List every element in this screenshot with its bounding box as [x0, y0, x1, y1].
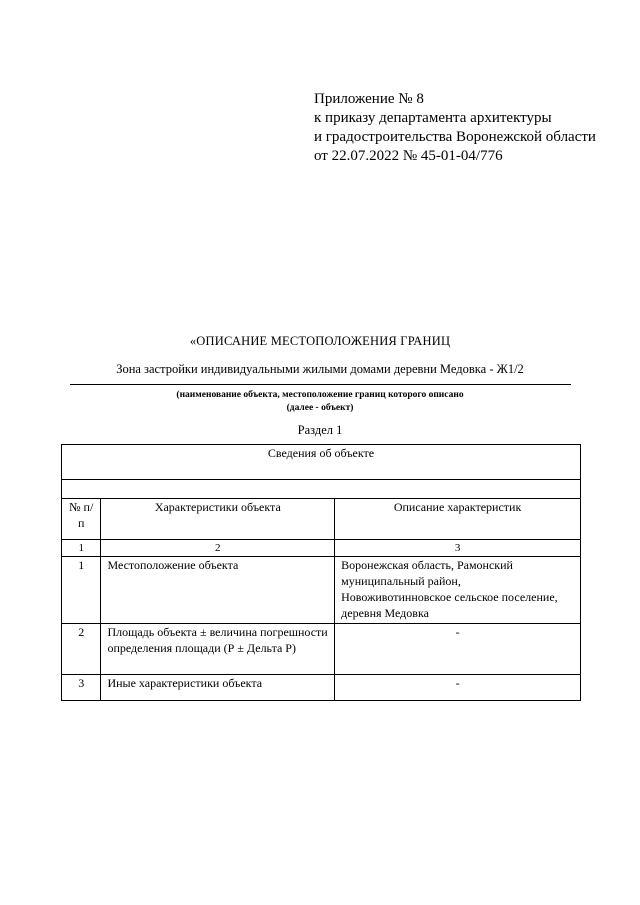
- table-header-row: [62, 499, 581, 540]
- caption-line: (наименование объекта, местоположение границ которого описано: [176, 390, 464, 400]
- object-name-caption: [0, 389, 640, 415]
- table-heading-row: [62, 445, 581, 480]
- table-empty-row: [62, 480, 581, 499]
- table-row: [62, 624, 581, 675]
- appendix-line: и градостроительства Воронежской области: [314, 129, 596, 145]
- caption-line: (далее - объект): [286, 403, 354, 413]
- appendix-line: от 22.07.2022 № 45-01-04/776: [314, 148, 503, 164]
- row-number: 3: [62, 675, 101, 701]
- section-title: Раздел 1: [297, 423, 343, 437]
- document-title: «ОПИСАНИЕ МЕСТОПОЛОЖЕНИЯ ГРАНИЦ: [189, 334, 451, 348]
- object-info-table: [61, 444, 581, 701]
- header-characteristics: Характеристики объекта: [101, 499, 335, 540]
- row-characteristic: Местоположение объекта: [101, 557, 335, 624]
- appendix-block: [314, 90, 596, 166]
- column-number: 1: [62, 540, 101, 557]
- table-numbering-row: [62, 540, 581, 557]
- underline-rule: [70, 384, 571, 385]
- table-row: [62, 675, 581, 701]
- appendix-line: к приказу департамента архитектуры: [314, 110, 552, 126]
- column-number: 3: [335, 540, 581, 557]
- row-number: 1: [62, 557, 101, 624]
- row-characteristic: Иные характеристики объекта: [101, 675, 335, 701]
- object-name: Зона застройки индивидуальными жилыми домами деревни Медовка - Ж1/2: [116, 362, 524, 376]
- row-description: -: [335, 675, 581, 701]
- table-heading: Сведения об объекте: [62, 445, 581, 480]
- row-description: -: [335, 624, 581, 675]
- row-description: Воронежская область, Рамонский муниципальный район, Новоживотинновское сельское поселение, деревня Медовка: [335, 557, 581, 624]
- appendix-line: Приложение № 8: [314, 91, 424, 107]
- empty-cell: [62, 480, 581, 499]
- header-description: Описание характеристик: [335, 499, 581, 540]
- row-number: 2: [62, 624, 101, 675]
- row-characteristic: Площадь объекта ± величина погрешности определения площади (Р ± Дельта Р): [101, 624, 335, 675]
- table-row: [62, 557, 581, 624]
- header-no: № п/п: [62, 499, 101, 540]
- column-number: 2: [101, 540, 335, 557]
